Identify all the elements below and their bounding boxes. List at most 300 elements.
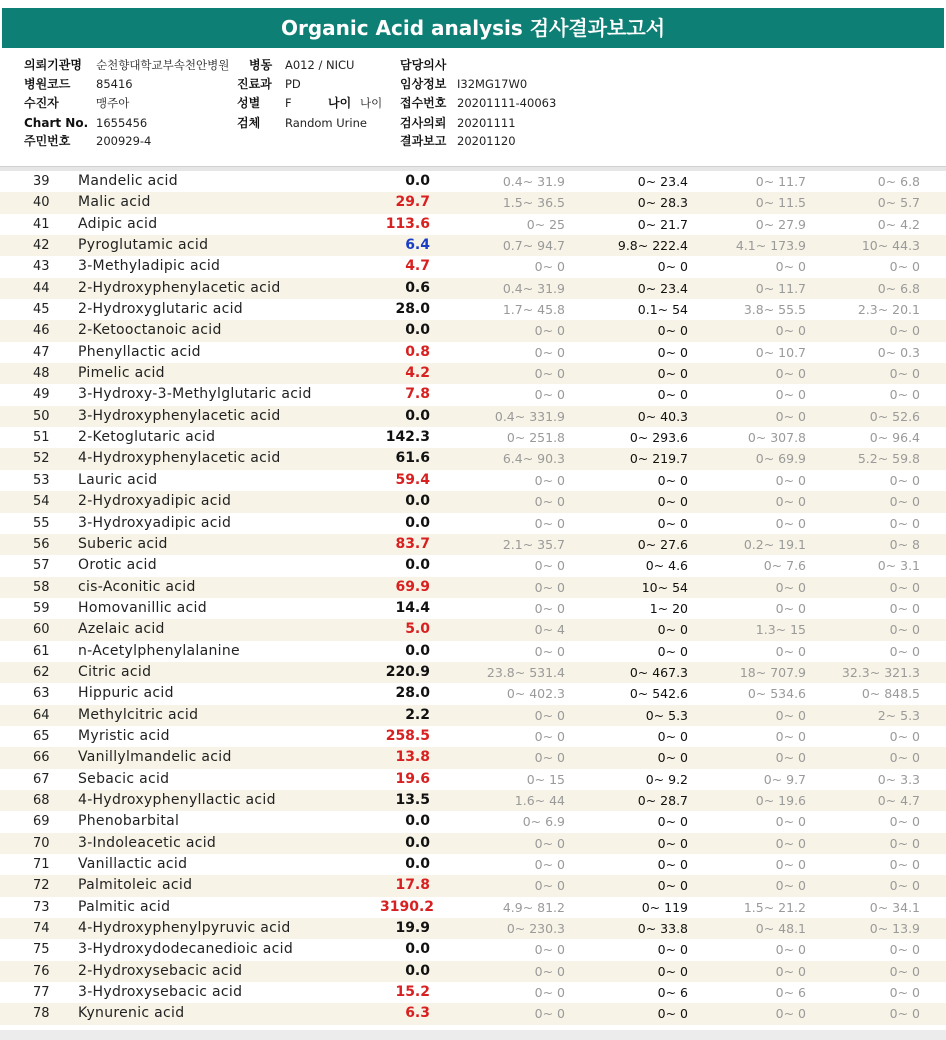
analyte-name: Sebacic acid	[78, 770, 170, 787]
row-number: 71	[33, 857, 50, 872]
row-number: 50	[33, 408, 50, 424]
reference-range-3: 0~ 0	[775, 408, 806, 424]
result-value: 28.0	[395, 301, 430, 318]
row-number: 60	[33, 622, 50, 638]
row-number: 73	[33, 899, 50, 915]
result-value: 61.6	[395, 450, 430, 467]
reference-range-1: 0~ 0	[534, 857, 565, 872]
reference-range-2: 0~ 0	[657, 750, 688, 766]
reference-range-4: 5.2~ 59.8	[857, 451, 920, 467]
table-row	[0, 577, 946, 598]
result-value: 0.6	[405, 279, 430, 296]
analyte-name: 2-Hydroxysebacic acid	[78, 962, 243, 979]
analyte-name: 4-Hydroxyphenyllactic acid	[78, 791, 276, 808]
analyte-name: 3-Methyladipic acid	[78, 258, 221, 275]
reference-range-2: 0~ 6	[657, 985, 688, 1001]
row-number: 58	[33, 579, 50, 595]
reference-range-4: 2~ 5.3	[877, 707, 920, 723]
reference-range-3: 1.5~ 21.2	[743, 899, 806, 915]
row-number: 47	[33, 344, 50, 360]
row-number: 51	[33, 430, 50, 446]
sex-value: F	[285, 96, 292, 110]
result-value: 0.0	[405, 813, 430, 830]
result-value: 83.7	[395, 535, 430, 552]
reference-range-3: 0~ 0	[775, 835, 806, 851]
row-number: 43	[33, 259, 50, 275]
report-title: Organic Acid analysis 검사결과보고서	[2, 8, 944, 48]
reference-range-2: 0~ 0	[657, 942, 688, 958]
hospital-code-label: 병원코드	[24, 77, 71, 91]
hospital-code-value: 85416	[96, 77, 133, 91]
reference-range-3: 0~ 0	[775, 515, 806, 531]
result-value: 4.7	[405, 258, 430, 275]
reference-range-4: 0~ 52.6	[869, 408, 920, 424]
table-row	[0, 662, 946, 683]
result-value: 6.4	[405, 237, 430, 254]
reference-range-2: 0~ 542.6	[629, 686, 688, 702]
reference-range-2: 0~ 0	[657, 259, 688, 275]
result-value: 59.4	[395, 471, 430, 488]
reference-range-2: 0~ 0	[657, 1006, 688, 1022]
analyte-name: 3-Hydroxy-3-Methylglutaric acid	[78, 386, 312, 403]
reference-range-3: 0~ 0	[775, 494, 806, 510]
reference-range-2: 0~ 0	[657, 963, 688, 979]
reference-range-3: 0~ 0	[775, 323, 806, 339]
analyte-name: Azelaic acid	[78, 621, 165, 638]
reference-range-4: 10~ 44.3	[861, 238, 920, 254]
reference-range-4: 0~ 0	[889, 728, 920, 744]
reference-range-1: 0~ 4	[534, 622, 565, 638]
reference-range-4: 0~ 0	[889, 963, 920, 979]
analyte-name: n-Acetylphenylalanine	[78, 642, 240, 659]
row-number: 45	[33, 302, 50, 318]
analyte-name: Methylcitric acid	[78, 706, 199, 723]
reference-range-1: 0~ 0	[534, 494, 565, 510]
row-number: 48	[33, 366, 50, 382]
reference-range-1: 6.4~ 90.3	[502, 451, 565, 467]
row-number: 54	[33, 494, 50, 510]
table-row	[0, 641, 946, 662]
result-value: 19.6	[395, 770, 430, 787]
reference-range-1: 0~ 0	[534, 579, 565, 595]
reference-range-3: 0~ 534.6	[747, 686, 806, 702]
reference-range-4: 0~ 0	[889, 985, 920, 1001]
reference-range-3: 18~ 707.9	[739, 664, 806, 680]
analyte-name: 4-Hydroxyphenylacetic acid	[78, 450, 281, 467]
reference-range-4: 0~ 0	[889, 750, 920, 766]
reference-range-4: 0~ 3.3	[877, 771, 920, 787]
reference-range-4: 0~ 5.7	[877, 195, 920, 211]
reference-range-2: 0~ 0	[657, 622, 688, 638]
reference-range-2: 0~ 0	[657, 878, 688, 894]
analyte-name: Homovanillic acid	[78, 599, 207, 616]
analyte-name: Phenyllactic acid	[78, 343, 201, 360]
row-number: 42	[33, 238, 50, 254]
reference-range-4: 0~ 0	[889, 942, 920, 958]
info-row-4	[0, 114, 946, 133]
reference-range-1: 0.7~ 94.7	[502, 238, 565, 254]
reference-range-4: 0~ 96.4	[869, 430, 920, 446]
doctor-label: 담당의사	[400, 58, 447, 72]
reference-range-3: 0~ 0	[775, 643, 806, 659]
reference-range-1: 0~ 0	[534, 558, 565, 574]
reference-range-1: 1.6~ 44	[514, 792, 565, 808]
reference-range-3: 0~ 69.9	[755, 451, 806, 467]
reference-range-2: 0~ 0	[657, 728, 688, 744]
reference-range-2: 0~ 0	[657, 387, 688, 403]
result-value: 220.9	[385, 663, 430, 680]
result-value: 142.3	[385, 429, 430, 446]
reference-range-1: 0~ 0	[534, 1006, 565, 1022]
reference-range-2: 9.8~ 222.4	[617, 238, 688, 254]
reference-range-2: 0~ 0	[657, 857, 688, 872]
result-value: 0.0	[405, 493, 430, 510]
table-row	[0, 875, 946, 896]
reference-range-3: 0~ 0	[775, 942, 806, 958]
info-row-3	[0, 94, 946, 113]
reference-range-4: 0~ 34.1	[869, 899, 920, 915]
result-value: 0.0	[405, 642, 430, 659]
row-number: 61	[33, 643, 50, 659]
reference-range-1: 0~ 0	[534, 515, 565, 531]
reference-range-4: 0~ 0	[889, 600, 920, 616]
reference-range-2: 0~ 5.3	[645, 707, 688, 723]
table-row	[0, 598, 946, 619]
table-row	[0, 939, 946, 960]
clinical-info-label: 임상정보	[400, 77, 447, 91]
reference-range-2: 0~ 0	[657, 472, 688, 488]
row-number: 52	[33, 451, 50, 467]
patient-name-value: 맹주아	[96, 96, 130, 110]
reference-range-4: 0~ 848.5	[861, 686, 920, 702]
reference-range-2: 0~ 27.6	[637, 536, 688, 552]
chart-no-value: 1655456	[96, 116, 148, 130]
analyte-name: Kynurenic acid	[78, 1005, 185, 1022]
table-row	[0, 256, 946, 277]
table-row	[0, 854, 946, 875]
row-number: 69	[33, 814, 50, 830]
reference-range-2: 0~ 293.6	[629, 430, 688, 446]
reference-range-4: 0~ 0	[889, 259, 920, 275]
row-number: 41	[33, 216, 50, 232]
reference-range-4: 0~ 0	[889, 814, 920, 830]
row-number: 76	[33, 963, 50, 979]
reference-range-2: 10~ 54	[641, 579, 688, 595]
row-number: 66	[33, 750, 50, 766]
result-value: 5.0	[405, 621, 430, 638]
reference-range-2: 0~ 0	[657, 835, 688, 851]
reference-range-1: 0~ 230.3	[506, 921, 565, 937]
reference-range-2: 0~ 28.3	[637, 195, 688, 211]
reference-range-2: 0~ 33.8	[637, 921, 688, 937]
reference-range-4: 0~ 0	[889, 472, 920, 488]
reference-range-1: 0~ 0	[534, 728, 565, 744]
reference-range-3: 0~ 0	[775, 857, 806, 872]
reference-range-3: 0~ 0	[775, 387, 806, 403]
department-value: PD	[285, 77, 301, 91]
reference-range-1: 0~ 0	[534, 985, 565, 1001]
reference-range-2: 0~ 0	[657, 643, 688, 659]
table-row	[0, 235, 946, 256]
row-number: 55	[33, 515, 50, 531]
reference-range-1: 0~ 0	[534, 643, 565, 659]
receipt-value: 20201111-40063	[457, 96, 557, 110]
reference-range-4: 0~ 4.7	[877, 792, 920, 808]
table-row	[0, 897, 946, 918]
reference-range-1: 2.1~ 35.7	[502, 536, 565, 552]
result-value: 14.4	[395, 599, 430, 616]
row-number: 68	[33, 792, 50, 808]
reference-range-3: 0~ 0	[775, 878, 806, 894]
reference-range-4: 0~ 0	[889, 366, 920, 382]
result-value: 6.3	[405, 1005, 430, 1022]
reference-range-2: 0~ 40.3	[637, 408, 688, 424]
reference-range-3: 0~ 10.7	[755, 344, 806, 360]
ward-value: A012 / NICU	[285, 58, 355, 72]
reference-range-1: 0~ 0	[534, 344, 565, 360]
reference-range-2: 0.1~ 54	[637, 302, 688, 318]
analyte-name: Lauric acid	[78, 471, 158, 488]
analyte-name: Palmitoleic acid	[78, 877, 193, 894]
reference-range-4: 0~ 0	[889, 878, 920, 894]
request-date-label: 검사의뢰	[400, 116, 447, 130]
analyte-name: Orotic acid	[78, 557, 157, 574]
result-value: 0.0	[405, 322, 430, 339]
analyte-name: 4-Hydroxyphenylpyruvic acid	[78, 920, 291, 937]
row-number: 65	[33, 728, 50, 744]
analyte-name: 3-Hydroxydodecanedioic acid	[78, 941, 294, 958]
reference-range-1: 1.5~ 36.5	[502, 195, 565, 211]
row-number: 56	[33, 536, 50, 552]
row-number: 74	[33, 921, 50, 937]
result-value: 0.8	[405, 343, 430, 360]
reference-range-1: 0~ 251.8	[506, 430, 565, 446]
table-row	[0, 747, 946, 768]
row-number: 46	[33, 323, 50, 339]
table-row	[0, 769, 946, 790]
result-value: 0.0	[405, 834, 430, 851]
reference-range-3: 0~ 11.7	[755, 280, 806, 296]
reference-range-3: 3.8~ 55.5	[743, 302, 806, 318]
row-number: 67	[33, 771, 50, 787]
result-value: 0.0	[405, 173, 430, 189]
reference-range-2: 0~ 23.4	[637, 174, 688, 189]
ward-label: 병동	[249, 58, 273, 72]
reference-range-2: 0~ 0	[657, 515, 688, 531]
reference-range-2: 0~ 0	[657, 344, 688, 360]
reference-range-1: 0~ 0	[534, 366, 565, 382]
reference-range-3: 0.2~ 19.1	[743, 536, 806, 552]
reference-range-2: 0~ 9.2	[645, 771, 688, 787]
reference-range-4: 0~ 3.1	[877, 558, 920, 574]
results-table	[0, 171, 946, 1025]
reference-range-1: 0~ 0	[534, 878, 565, 894]
row-number: 39	[33, 174, 50, 189]
result-value: 2.2	[405, 706, 430, 723]
result-value: 17.8	[395, 877, 430, 894]
table-row	[0, 619, 946, 640]
reference-range-1: 0~ 6.9	[522, 814, 565, 830]
reference-range-3: 0~ 7.6	[763, 558, 806, 574]
analyte-name: 3-Hydroxyadipic acid	[78, 514, 232, 531]
department-label: 진료과	[237, 77, 272, 91]
table-row	[0, 726, 946, 747]
age-label: 나이	[328, 96, 352, 110]
reference-range-4: 0~ 0	[889, 1006, 920, 1022]
analyte-name: Mandelic acid	[78, 173, 178, 189]
result-value: 0.0	[405, 856, 430, 872]
reference-range-3: 0~ 48.1	[755, 921, 806, 937]
reference-range-1: 0~ 0	[534, 835, 565, 851]
result-value: 13.5	[395, 791, 430, 808]
reference-range-2: 1~ 20	[649, 600, 688, 616]
table-row	[0, 918, 946, 939]
institution-value: 순천향대학교부속천안병원	[96, 58, 230, 72]
reference-range-1: 0~ 0	[534, 600, 565, 616]
result-value: 28.0	[395, 685, 430, 702]
reference-range-1: 0~ 0	[534, 707, 565, 723]
table-row	[0, 491, 946, 512]
table-row	[0, 214, 946, 235]
reference-range-1: 4.9~ 81.2	[502, 899, 565, 915]
row-number: 44	[33, 280, 50, 296]
reference-range-2: 0~ 0	[657, 323, 688, 339]
result-value: 0.0	[405, 941, 430, 958]
reference-range-2: 0~ 4.6	[645, 558, 688, 574]
analyte-name: 2-Hydroxyphenylacetic acid	[78, 279, 281, 296]
reference-range-4: 0~ 0.3	[877, 344, 920, 360]
id-number-label: 주민번호	[24, 134, 71, 148]
row-number: 59	[33, 600, 50, 616]
analyte-name: Phenobarbital	[78, 813, 180, 830]
result-value: 15.2	[395, 984, 430, 1001]
reference-range-1: 0~ 0	[534, 942, 565, 958]
table-row	[0, 470, 946, 491]
result-value: 258.5	[385, 727, 430, 744]
row-number: 62	[33, 664, 50, 680]
reference-range-4: 0~ 0	[889, 494, 920, 510]
reference-range-3: 0~ 0	[775, 707, 806, 723]
analyte-name: 3-Hydroxyphenylacetic acid	[78, 407, 281, 424]
analyte-name: Adipic acid	[78, 215, 158, 232]
reference-range-4: 0~ 0	[889, 579, 920, 595]
reference-range-1: 0.4~ 31.9	[502, 280, 565, 296]
analyte-name: Palmitic acid	[78, 898, 171, 915]
result-value: 0.0	[405, 514, 430, 531]
table-row	[0, 171, 946, 192]
row-number: 40	[33, 195, 50, 211]
reference-range-1: 0~ 0	[534, 259, 565, 275]
reference-range-2: 0~ 219.7	[629, 451, 688, 467]
table-row	[0, 320, 946, 341]
row-number: 53	[33, 472, 50, 488]
info-row-1	[0, 56, 946, 75]
analyte-name: 2-Hydroxyglutaric acid	[78, 301, 243, 318]
reference-range-3: 0~ 0	[775, 600, 806, 616]
result-value: 29.7	[395, 194, 430, 211]
result-value: 0.0	[405, 962, 430, 979]
info-row-5	[0, 132, 946, 151]
reference-range-4: 0~ 0	[889, 387, 920, 403]
table-row	[0, 448, 946, 469]
reference-range-4: 0~ 8	[889, 536, 920, 552]
reference-range-3: 0~ 0	[775, 963, 806, 979]
analyte-name: 2-Ketoglutaric acid	[78, 429, 216, 446]
reference-range-3: 0~ 0	[775, 1006, 806, 1022]
reference-range-3: 0~ 0	[775, 750, 806, 766]
reference-range-3: 0~ 11.5	[755, 195, 806, 211]
analyte-name: Vanillylmandelic acid	[78, 749, 232, 766]
analyte-name: Vanillactic acid	[78, 856, 188, 872]
report-date-label: 결과보고	[400, 134, 447, 148]
reference-range-4: 0~ 0	[889, 643, 920, 659]
analyte-name: Malic acid	[78, 194, 151, 211]
table-row	[0, 534, 946, 555]
patient-name-label: 수진자	[24, 96, 59, 110]
analyte-name: Myristic acid	[78, 727, 170, 744]
analyte-name: 2-Hydroxyadipic acid	[78, 493, 232, 510]
analyte-name: Suberic acid	[78, 535, 168, 552]
reference-range-2: 0~ 0	[657, 366, 688, 382]
table-row	[0, 790, 946, 811]
table-row	[0, 513, 946, 534]
result-value: 69.9	[395, 578, 430, 595]
reference-range-1: 23.8~ 531.4	[486, 664, 565, 680]
analyte-name: 3-Indoleacetic acid	[78, 834, 217, 851]
reference-range-2: 0~ 0	[657, 494, 688, 510]
specimen-value: Random Urine	[285, 116, 367, 130]
result-value: 7.8	[405, 386, 430, 403]
table-row	[0, 427, 946, 448]
table-row	[0, 384, 946, 405]
analyte-name: Hippuric acid	[78, 685, 174, 702]
result-value: 0.0	[405, 407, 430, 424]
row-number: 77	[33, 985, 50, 1001]
reference-range-2: 0~ 21.7	[637, 216, 688, 232]
reference-range-2: 0~ 467.3	[629, 664, 688, 680]
reference-range-4: 0~ 0	[889, 515, 920, 531]
row-number: 70	[33, 835, 50, 851]
analyte-name: Pyroglutamic acid	[78, 237, 209, 254]
request-date-value: 20201111	[457, 116, 516, 130]
bottom-strip	[0, 1030, 946, 1040]
reference-range-1: 0~ 0	[534, 750, 565, 766]
reference-range-1: 0~ 0	[534, 963, 565, 979]
row-number: 49	[33, 387, 50, 403]
table-row	[0, 363, 946, 384]
specimen-label: 검체	[237, 116, 261, 130]
info-row-2	[0, 75, 946, 94]
result-value: 13.8	[395, 749, 430, 766]
analyte-name: 3-Hydroxysebacic acid	[78, 984, 243, 1001]
table-row	[0, 555, 946, 576]
reference-range-3: 0~ 27.9	[755, 216, 806, 232]
reference-range-2: 0~ 0	[657, 814, 688, 830]
result-value: 19.9	[395, 920, 430, 937]
reference-range-3: 0~ 6	[775, 985, 806, 1001]
reference-range-4: 0~ 0	[889, 622, 920, 638]
reference-range-3: 0~ 0	[775, 728, 806, 744]
reference-range-1: 0~ 25	[526, 216, 565, 232]
result-value: 0.0	[405, 557, 430, 574]
reference-range-2: 0~ 119	[641, 899, 688, 915]
table-row	[0, 406, 946, 427]
table-row	[0, 1003, 946, 1024]
table-row	[0, 833, 946, 854]
row-number: 64	[33, 707, 50, 723]
reference-range-3: 4.1~ 173.9	[735, 238, 806, 254]
reference-range-1: 1.7~ 45.8	[502, 302, 565, 318]
